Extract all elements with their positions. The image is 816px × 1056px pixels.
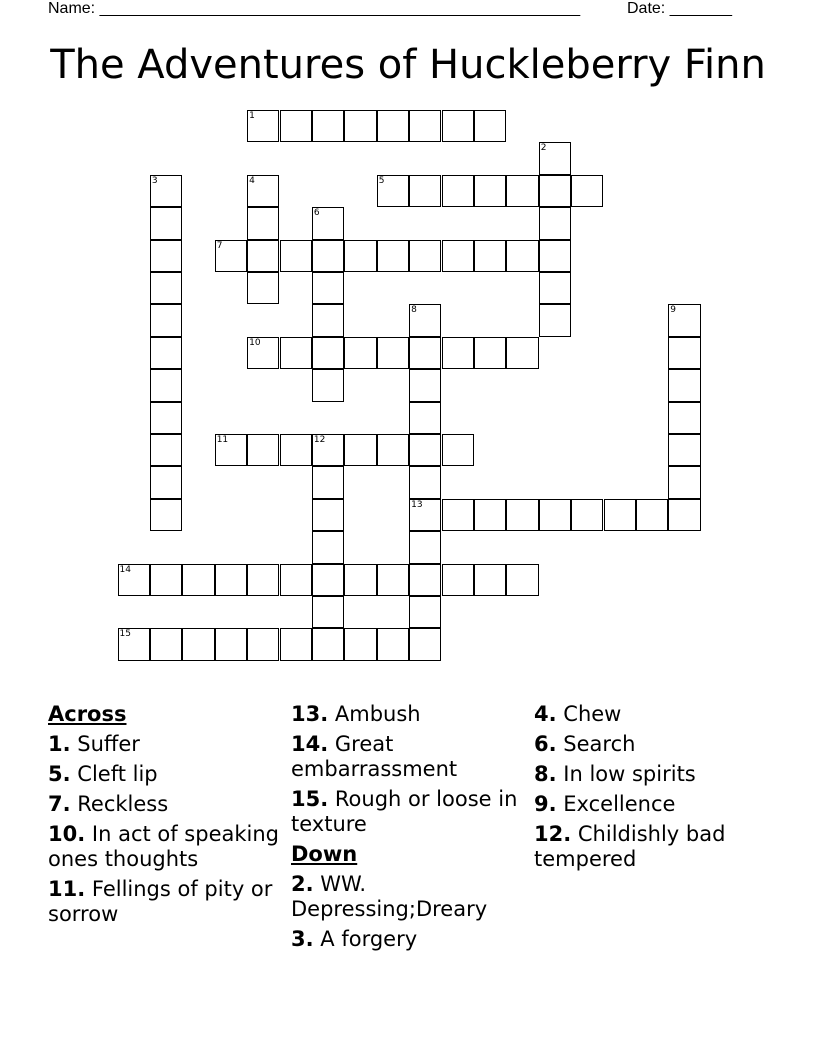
clue-down-3: [291, 927, 526, 952]
grid-cell[interactable]: [280, 337, 312, 369]
grid-cell[interactable]: [539, 272, 571, 304]
grid-cell[interactable]: [539, 240, 571, 272]
grid-cell[interactable]: [344, 564, 376, 596]
grid-cell[interactable]: [668, 304, 700, 336]
grid-cell[interactable]: [668, 434, 700, 466]
clue-text: WW. Depressing;Dreary: [291, 872, 488, 921]
grid-cell[interactable]: [409, 466, 441, 498]
grid-cell[interactable]: [312, 434, 344, 466]
clue-text: Suffer: [77, 732, 140, 756]
clue-number: 6.: [534, 732, 557, 756]
grid-cell[interactable]: [150, 628, 182, 660]
grid-cell[interactable]: [409, 337, 441, 369]
name-line[interactable]: Name: ______________________________________________________: [48, 0, 581, 17]
grid-cell[interactable]: [571, 175, 603, 207]
clue-number: 12.: [534, 822, 572, 846]
grid-cell[interactable]: [636, 499, 668, 531]
clue-number: 1.: [48, 732, 71, 756]
across-heading: Across: [48, 702, 127, 726]
grid-cell[interactable]: [150, 207, 182, 239]
cell-number: 3: [151, 175, 158, 186]
grid-cell[interactable]: [506, 175, 538, 207]
grid-cell[interactable]: [182, 628, 214, 660]
grid-cell[interactable]: [539, 207, 571, 239]
grid-cell[interactable]: [312, 369, 344, 401]
clue-across-11: [48, 877, 283, 927]
grid-cell[interactable]: [409, 628, 441, 660]
grid-cell[interactable]: [377, 175, 409, 207]
grid-cell[interactable]: [150, 499, 182, 531]
clue-down-8: [534, 762, 769, 787]
clue-number: 2.: [291, 872, 314, 896]
cell-number: 2: [540, 143, 547, 154]
grid-cell[interactable]: [474, 110, 506, 142]
grid-cell[interactable]: [377, 434, 409, 466]
grid-cell[interactable]: [312, 207, 344, 239]
clue-down-9: [534, 792, 769, 817]
grid-cell[interactable]: [539, 175, 571, 207]
grid-cell[interactable]: [474, 564, 506, 596]
grid-cell[interactable]: [668, 369, 700, 401]
grid-cell[interactable]: [344, 240, 376, 272]
grid-cell[interactable]: [150, 402, 182, 434]
grid-cell[interactable]: [344, 434, 376, 466]
grid-cell[interactable]: [377, 337, 409, 369]
clue-across-13: [291, 702, 526, 727]
grid-cell[interactable]: [312, 110, 344, 142]
cell-number: 7: [216, 240, 223, 251]
clue-number: 14.: [291, 732, 329, 756]
grid-cell[interactable]: [442, 110, 474, 142]
clue-across-1: [48, 732, 283, 757]
clue-number: 10.: [48, 822, 86, 846]
clue-across-5: [48, 762, 283, 787]
grid-cell[interactable]: [377, 564, 409, 596]
grid-cell[interactable]: [409, 175, 441, 207]
grid-cell[interactable]: [312, 240, 344, 272]
cell-number: 14: [119, 564, 131, 575]
grid-cell[interactable]: [539, 499, 571, 531]
grid-cell[interactable]: [409, 434, 441, 466]
grid-cell[interactable]: [247, 272, 279, 304]
cell-number: 4: [249, 175, 255, 186]
clue-across-14: [291, 732, 526, 782]
grid-cell[interactable]: [150, 175, 182, 207]
cell-number: 6: [313, 208, 320, 219]
clue-number: 5.: [48, 762, 71, 786]
grid-cell[interactable]: [604, 499, 636, 531]
grid-cell[interactable]: [409, 110, 441, 142]
grid-cell[interactable]: [377, 240, 409, 272]
grid-cell[interactable]: [150, 466, 182, 498]
grid-cell[interactable]: [280, 564, 312, 596]
clue-number: 9.: [534, 792, 557, 816]
grid-cell[interactable]: [247, 434, 279, 466]
grid-cell[interactable]: [247, 175, 279, 207]
grid-cell[interactable]: [442, 175, 474, 207]
grid-cell[interactable]: [506, 240, 538, 272]
grid-cell[interactable]: [571, 499, 603, 531]
grid-cell[interactable]: [409, 531, 441, 563]
grid-cell[interactable]: [215, 628, 247, 660]
grid-cell[interactable]: [409, 304, 441, 336]
grid-cell[interactable]: [506, 499, 538, 531]
grid-cell[interactable]: [442, 499, 474, 531]
down-heading: Down: [291, 842, 358, 866]
clue-number: 8.: [534, 762, 557, 786]
grid-cell[interactable]: [312, 272, 344, 304]
clue-across-10: [48, 822, 283, 872]
grid-cell[interactable]: [506, 337, 538, 369]
cell-number: 1: [249, 111, 255, 121]
grid-cell[interactable]: [409, 596, 441, 628]
grid-cell[interactable]: [312, 499, 344, 531]
clue-number: 3.: [291, 927, 314, 951]
grid-cell[interactable]: [377, 628, 409, 660]
grid-cell[interactable]: [409, 240, 441, 272]
grid-cell[interactable]: [247, 628, 279, 660]
clue-text: In low spirits: [563, 762, 696, 786]
grid-cell[interactable]: [150, 304, 182, 336]
clue-text: Great embarrassment: [291, 732, 458, 781]
grid-cell[interactable]: [409, 564, 441, 596]
grid-cell[interactable]: [409, 499, 441, 531]
clue-text: Chew: [563, 702, 622, 726]
cell-number: 10: [249, 337, 261, 348]
grid-cell[interactable]: [247, 207, 279, 239]
grid-cell[interactable]: [409, 402, 441, 434]
date-line[interactable]: Date: _______: [627, 0, 732, 17]
cell-number: 11: [216, 435, 229, 445]
clue-text: Cleft lip: [77, 762, 158, 786]
clue-down-12: [534, 822, 769, 872]
grid-cell[interactable]: [312, 466, 344, 498]
cell-number: 8: [411, 305, 417, 316]
grid-cell[interactable]: [150, 272, 182, 304]
clue-column-1: [48, 702, 283, 932]
grid-cell[interactable]: [344, 110, 376, 142]
grid-cell[interactable]: [280, 110, 312, 142]
grid-cell[interactable]: [150, 337, 182, 369]
cell-number: 12: [313, 435, 326, 445]
clue-text: A forgery: [320, 927, 418, 951]
grid-cell[interactable]: [377, 110, 409, 142]
grid-cell[interactable]: [539, 142, 571, 174]
clue-text: Childishly bad tempered: [534, 822, 726, 871]
grid-cell[interactable]: [474, 240, 506, 272]
grid-cell[interactable]: [506, 564, 538, 596]
grid-cell[interactable]: [539, 304, 571, 336]
grid-cell[interactable]: [150, 564, 182, 596]
grid-cell[interactable]: [344, 337, 376, 369]
grid-cell[interactable]: [150, 369, 182, 401]
clue-down-6: [534, 732, 769, 757]
clue-number: 13.: [291, 702, 329, 726]
clue-down-4: [534, 702, 769, 727]
grid-cell[interactable]: [668, 499, 700, 531]
clue-text: In act of speaking ones thoughts: [48, 822, 280, 871]
clue-text: Fellings of pity or sorrow: [48, 877, 273, 926]
grid-cell[interactable]: [312, 628, 344, 660]
cell-number: 5: [378, 175, 385, 186]
cell-number: 9: [670, 305, 677, 316]
grid-cell[interactable]: [280, 628, 312, 660]
grid-cell[interactable]: [474, 337, 506, 369]
cell-number: 13: [411, 499, 423, 510]
clue-text: Excellence: [563, 792, 676, 816]
grid-cell[interactable]: [150, 240, 182, 272]
clue-text: Search: [563, 732, 636, 756]
puzzle-title: The Adventures of Huckleberry Finn: [50, 42, 766, 88]
grid-cell[interactable]: [215, 240, 247, 272]
grid-cell[interactable]: [150, 434, 182, 466]
grid-cell[interactable]: [474, 175, 506, 207]
clue-number: 15.: [291, 787, 329, 811]
grid-cell[interactable]: [312, 304, 344, 336]
clue-number: 11.: [48, 877, 86, 901]
grid-cell[interactable]: [668, 402, 700, 434]
grid-cell[interactable]: [280, 434, 312, 466]
clue-across-7: [48, 792, 283, 817]
grid-cell[interactable]: [247, 337, 279, 369]
grid-cell[interactable]: [247, 110, 279, 142]
grid-cell[interactable]: [442, 434, 474, 466]
grid-cell[interactable]: [118, 628, 150, 660]
grid-cell[interactable]: [182, 564, 214, 596]
grid-cell[interactable]: [442, 564, 474, 596]
grid-cell[interactable]: [247, 564, 279, 596]
clue-text: Ambush: [334, 702, 421, 726]
grid-cell[interactable]: [668, 337, 700, 369]
grid-cell[interactable]: [215, 434, 247, 466]
grid-cell[interactable]: [312, 596, 344, 628]
grid-cell[interactable]: [442, 240, 474, 272]
clue-text: Reckless: [77, 792, 169, 816]
grid-cell[interactable]: [474, 499, 506, 531]
grid-cell[interactable]: [312, 337, 344, 369]
clue-text: Rough or loose in texture: [291, 787, 518, 836]
clue-column-2: [291, 702, 526, 957]
grid-cell[interactable]: [280, 240, 312, 272]
clue-number: 7.: [48, 792, 71, 816]
grid-cell[interactable]: [118, 564, 150, 596]
clue-column-3: [534, 702, 769, 877]
grid-cell[interactable]: [215, 564, 247, 596]
grid-cell[interactable]: [344, 628, 376, 660]
grid-cell[interactable]: [409, 369, 441, 401]
grid-cell[interactable]: [247, 240, 279, 272]
cell-number: 15: [119, 629, 131, 640]
clue-number: 4.: [534, 702, 557, 726]
clue-down-2: [291, 872, 526, 922]
grid-cell[interactable]: [312, 531, 344, 563]
grid-cell[interactable]: [442, 337, 474, 369]
grid-cell[interactable]: [312, 564, 344, 596]
clue-across-15: [291, 787, 526, 837]
grid-cell[interactable]: [668, 466, 700, 498]
